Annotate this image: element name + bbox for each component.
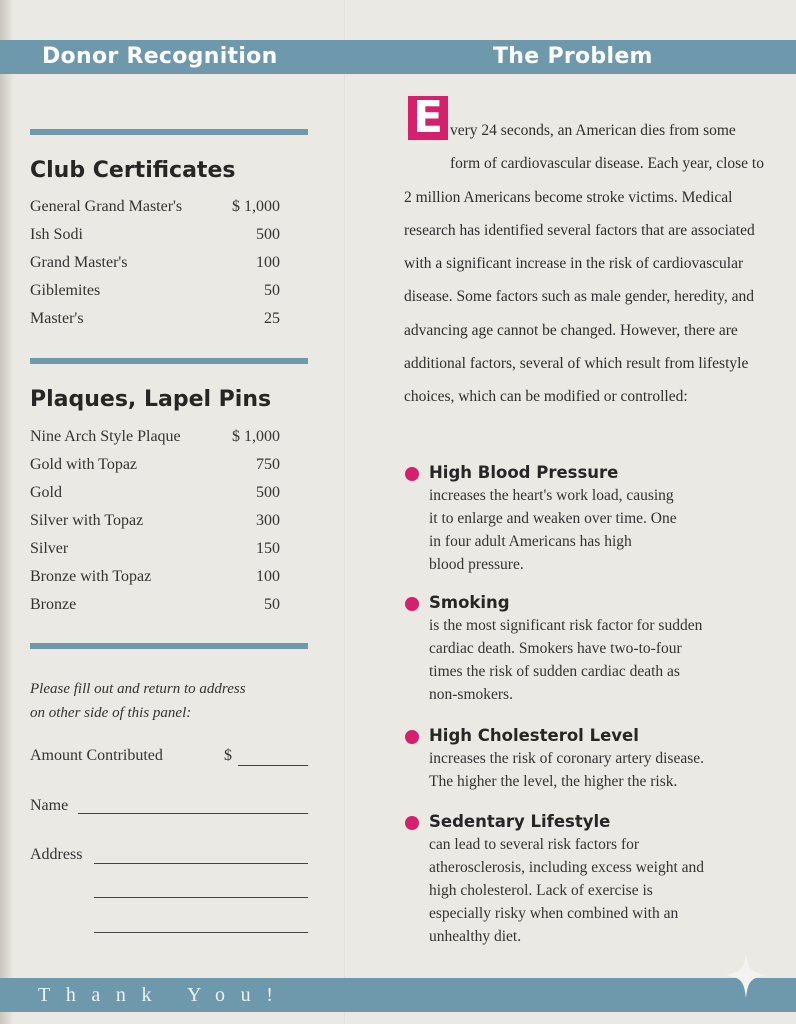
risk-line: is the most significant risk factor for sudden xyxy=(429,617,703,634)
list-item xyxy=(30,198,280,226)
item-price: 100 xyxy=(256,254,280,271)
section-divider xyxy=(30,643,308,649)
sparkle-icon xyxy=(726,952,766,998)
risk-line: times the risk of sudden cardiac death as xyxy=(429,663,680,680)
list-item xyxy=(30,254,280,282)
risk-title: High Blood Pressure xyxy=(429,463,619,482)
club-certificates-list xyxy=(30,198,280,338)
bullet-dot-icon xyxy=(405,816,419,830)
address-label: Address xyxy=(30,846,83,863)
bullet-dot-icon xyxy=(405,597,419,611)
item-name: Gold xyxy=(30,484,62,501)
list-item xyxy=(30,540,280,568)
instructions-line: on other side of this panel: xyxy=(30,705,192,721)
item-name: Silver xyxy=(30,540,69,557)
address-field-line-3[interactable] xyxy=(94,932,308,933)
item-name: Ish Sodi xyxy=(30,226,83,243)
item-name: Bronze xyxy=(30,596,77,613)
risk-line: blood pressure. xyxy=(429,556,524,573)
address-field-line-2[interactable] xyxy=(94,897,308,898)
list-item xyxy=(30,512,280,540)
list-item xyxy=(30,484,280,512)
item-name: Giblemites xyxy=(30,282,101,299)
risk-line: The higher the level, the higher the risk. xyxy=(429,773,678,790)
risk-factor xyxy=(405,462,755,576)
instructions-line: Please fill out and return to address xyxy=(30,681,246,697)
item-price: 100 xyxy=(256,568,280,585)
risk-line: non-smokers. xyxy=(429,686,513,703)
form-instructions xyxy=(30,677,310,725)
item-price: $ 1,000 xyxy=(232,428,280,445)
bullet-dot-icon xyxy=(405,467,419,481)
risk-line: can lead to several risk factors for xyxy=(429,836,640,853)
item-name: Nine Arch Style Plaque xyxy=(30,428,181,445)
item-price: 750 xyxy=(256,456,280,473)
risk-line: atherosclerosis, including excess weight and xyxy=(429,859,705,876)
amount-contributed-label: Amount Contributed xyxy=(30,747,163,764)
risk-line: high cholesterol. Lack of exercise is xyxy=(429,882,653,899)
item-name: Master's xyxy=(30,310,84,327)
page-edge-shadow xyxy=(0,0,14,1024)
risk-line: cardiac death. Smokers have two-to-four xyxy=(429,640,682,657)
item-price: 50 xyxy=(264,596,280,613)
item-price: 50 xyxy=(264,282,280,299)
drop-cap: E xyxy=(408,96,448,140)
risk-line: unhealthy diet. xyxy=(429,928,522,945)
list-item xyxy=(30,282,280,310)
risk-line: in four adult Americans has high xyxy=(429,533,632,550)
donor-recognition-heading: Donor Recognition xyxy=(42,44,278,69)
section-divider xyxy=(30,358,308,364)
panel-fold xyxy=(344,0,346,1024)
risk-title: Smoking xyxy=(429,593,510,612)
item-price: 500 xyxy=(256,226,280,243)
address-field-line-1[interactable] xyxy=(94,863,308,864)
plaques-lapel-pins-title: Plaques, Lapel Pins xyxy=(30,387,272,412)
intro-paragraph xyxy=(404,92,764,414)
list-item xyxy=(30,596,280,624)
plaques-list xyxy=(30,428,280,624)
list-item xyxy=(30,310,280,338)
risk-line: it to enlarge and weaken over time. One xyxy=(429,510,677,527)
risk-factor xyxy=(405,592,755,706)
risk-factor xyxy=(405,725,755,793)
item-name: Bronze with Topaz xyxy=(30,568,152,585)
risk-line: increases the risk of coronary artery disease. xyxy=(429,750,705,767)
item-name: Silver with Topaz xyxy=(30,512,144,529)
item-name: Grand Master's xyxy=(30,254,128,271)
item-price: 150 xyxy=(256,540,280,557)
item-name: Gold with Topaz xyxy=(30,456,138,473)
item-price: 300 xyxy=(256,512,280,529)
name-field[interactable] xyxy=(78,813,308,814)
risk-title: Sedentary Lifestyle xyxy=(429,812,611,831)
item-price: 25 xyxy=(264,310,280,327)
risk-line: increases the heart's work load, causing xyxy=(429,487,674,504)
thank-you-text: Thank You! xyxy=(38,984,289,1006)
the-problem-heading: The Problem xyxy=(493,44,653,69)
list-item xyxy=(30,428,280,456)
risk-factor xyxy=(405,811,755,948)
risk-title: High Cholesterol Level xyxy=(429,726,639,745)
section-divider xyxy=(30,129,308,135)
bullet-dot-icon xyxy=(405,730,419,744)
list-item xyxy=(30,456,280,484)
item-name: General Grand Master's xyxy=(30,198,183,215)
item-price: 500 xyxy=(256,484,280,501)
intro-text: very 24 seconds, an American dies from some form of cardiovascular disease. Each year, close to 2 million Americans become stroke victims. Medical research has identified several factors that are associated with a significant increase in the risk of cardiovascular disease. Some factors such as male gender, heredity, and advancing age cannot be changed. However, there are additional factors, several of which result from lifestyle choices, which can be modified or controlled: xyxy=(404,122,764,406)
risk-line: especially risky when combined with an xyxy=(429,905,679,922)
item-price: $ 1,000 xyxy=(232,198,280,215)
list-item xyxy=(30,226,280,254)
currency-symbol: $ xyxy=(224,747,232,764)
list-item xyxy=(30,568,280,596)
club-certificates-title: Club Certificates xyxy=(30,158,236,183)
name-label: Name xyxy=(30,797,69,814)
amount-field[interactable] xyxy=(238,765,308,766)
